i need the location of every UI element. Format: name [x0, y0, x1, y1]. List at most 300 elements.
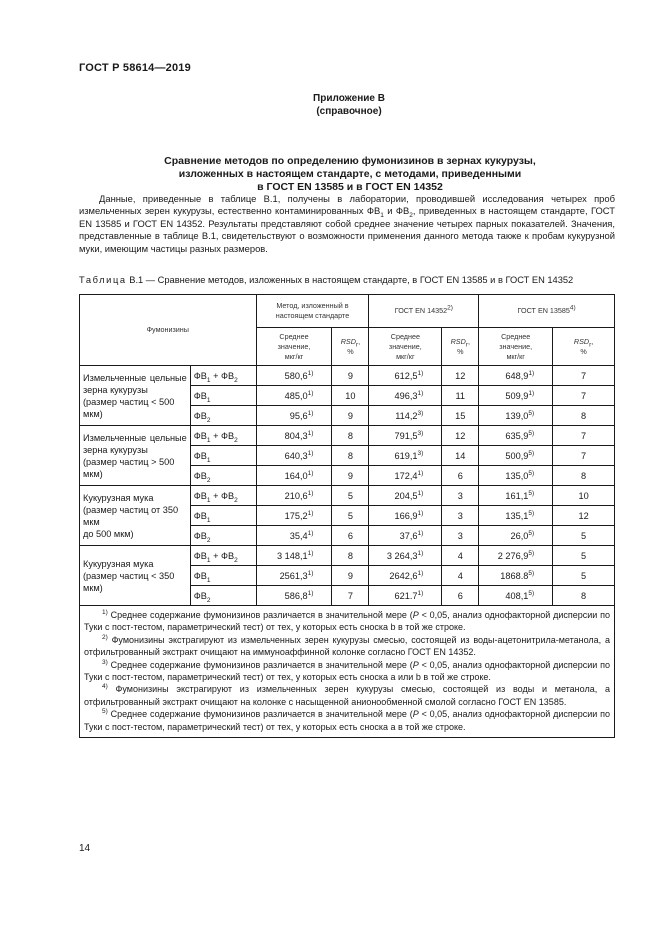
footnote-ref: 1) — [528, 369, 535, 377]
fumonisin-cell — [190, 366, 256, 386]
footnote — [84, 708, 610, 733]
mean-value: 612,5 — [394, 370, 418, 381]
rsd-value-cell — [442, 546, 479, 566]
fumonisin-name: ФВ — [193, 550, 207, 561]
fumonisin-name: ФВ — [193, 430, 207, 441]
table-row — [80, 486, 615, 506]
rsd-value-cell — [442, 586, 479, 606]
footnote-ref: 5) — [528, 569, 535, 577]
footnote-ref: 5) — [528, 509, 535, 517]
mean-value: 114,2 — [395, 410, 418, 421]
mean-value-cell — [479, 466, 553, 486]
rsd-value: 7 — [581, 450, 587, 461]
sample-type-cell — [80, 426, 191, 486]
rsd-value-cell — [442, 386, 479, 406]
footnote-mark: 5) — [102, 708, 108, 716]
footnote — [84, 634, 610, 659]
rsd-value: 8 — [347, 430, 353, 441]
header-mean-line: мкг/кг — [284, 351, 304, 361]
rsd-value: 8 — [581, 470, 587, 481]
rsd-value: 8 — [347, 450, 353, 461]
rsd-symbol: RSD — [450, 336, 466, 346]
mean-value: 139,0 — [505, 410, 529, 421]
footnote-ref: 5) — [528, 549, 535, 557]
header-mean-line: значение, — [277, 341, 311, 351]
footnote-text: < 0,05, анализ однофакторной дисперсии по Туки с пост-тестом, параметрический тест) от тех, у которых есть сноска a или b в той же строке. — [84, 659, 610, 683]
mean-value-cell — [256, 566, 332, 586]
rsd-value: 8 — [347, 550, 353, 561]
mean-value: 2 276,9 — [497, 550, 529, 561]
header-mean-line: Среднее — [279, 331, 309, 341]
footnotes-row — [80, 606, 615, 738]
rsd-value: 7 — [581, 390, 587, 401]
footnote-ref: 1) — [307, 549, 314, 557]
mean-value-cell — [256, 546, 332, 566]
fumonisin-subscript: 2 — [206, 476, 211, 484]
footnote-ref: 1) — [307, 489, 314, 497]
footnote — [84, 659, 610, 684]
rsd-value: 7 — [581, 430, 587, 441]
mean-value-cell — [256, 506, 332, 526]
rsd-value-cell — [553, 366, 615, 386]
fumonisin-subscript: 2 — [234, 496, 238, 504]
mean-value: 509,9 — [505, 390, 529, 401]
fumonisin-name: + ФВ — [210, 550, 235, 561]
fumonisin-cell — [190, 426, 256, 446]
rsd-value: 8 — [581, 410, 587, 421]
mean-value-cell — [479, 526, 553, 546]
fumonisin-subscript: 2 — [206, 596, 211, 604]
footnote-ref: 5) — [528, 489, 535, 497]
sample-type-line: зерна кукурузы — [83, 384, 148, 395]
fumonisin-cell — [190, 506, 256, 526]
mean-value: 135,0 — [505, 470, 529, 481]
rsd-value-cell — [332, 526, 369, 546]
rsd-value: 3 — [457, 530, 463, 541]
mean-value-cell — [369, 546, 442, 566]
header-mean-value — [256, 328, 332, 366]
header-gost-13585 — [479, 295, 615, 328]
fumonisin-cell — [190, 546, 256, 566]
footnote-ref: 1) — [307, 369, 314, 377]
mean-value: 500,9 — [505, 450, 529, 461]
rsd-value-cell — [332, 566, 369, 586]
mean-value: 635,9 — [505, 430, 529, 441]
mean-value: 204,5 — [394, 490, 418, 501]
rsd-value-cell — [553, 546, 615, 566]
mean-value-cell — [479, 546, 553, 566]
rsd-value-cell — [553, 506, 615, 526]
header-rsd-line: $RSD_r$, — [340, 336, 361, 348]
rsd-subscript: r — [589, 340, 592, 348]
rsd-value-cell — [553, 566, 615, 586]
footnote-ref: 5) — [528, 589, 535, 597]
rsd-symbol: RSD — [340, 336, 356, 346]
footnote-ref: 1) — [417, 569, 424, 577]
mean-value-cell — [369, 526, 442, 546]
mean-value-cell — [256, 486, 332, 506]
header-rsd — [442, 328, 479, 366]
header-rsd-line: $RSD_r$, — [573, 336, 594, 348]
footnote-ref: 1) — [307, 449, 314, 457]
rsd-value: 8 — [581, 590, 587, 601]
header-mean-line: значение, — [388, 341, 422, 351]
footnote-ref: 4) — [569, 304, 576, 312]
sample-type-cell — [80, 546, 191, 606]
rsd-value-cell — [332, 366, 369, 386]
rsd-value-cell — [442, 446, 479, 466]
rsd-value-cell — [442, 426, 479, 446]
footnote-text: Среднее содержание фумонизинов различается в значительной мере ( — [107, 709, 413, 720]
footnote — [84, 683, 610, 708]
footnote-ref: 1) — [307, 569, 314, 577]
footnote-ref: 1) — [307, 429, 314, 437]
fumonisin-cell — [190, 566, 256, 586]
mean-value-cell — [369, 506, 442, 526]
mean-value: 166,9 — [394, 510, 418, 521]
footnote-ref: 1) — [528, 389, 535, 397]
fumonisin-name: ФВ — [193, 470, 207, 481]
mean-value-cell — [256, 426, 332, 446]
sample-type-cell — [80, 366, 191, 426]
rsd-value-cell — [332, 546, 369, 566]
rsd-value: 5 — [581, 570, 587, 581]
footnote-ref: 1) — [417, 469, 424, 477]
rsd-value: 12 — [578, 510, 589, 521]
sample-type-line: Кукурузная мука — [83, 558, 154, 569]
rsd-value-cell — [332, 446, 369, 466]
rsd-value-cell — [553, 586, 615, 606]
mean-value-cell — [479, 446, 553, 466]
footnote-ref: 1) — [307, 389, 314, 397]
header-rsd — [332, 328, 369, 366]
header-mean-line: Среднее — [501, 331, 531, 341]
fumonisin-subscript: 2 — [234, 436, 238, 444]
mean-value: 210,6 — [284, 490, 308, 501]
rsd-value: 6 — [347, 530, 353, 541]
fumonisin-subscript: 2 — [234, 556, 238, 564]
mean-value-cell — [369, 586, 442, 606]
rsd-value: 10 — [578, 490, 589, 501]
fumonisin-subscript: 1 — [206, 556, 211, 564]
fumonisin-name: ФВ — [193, 450, 207, 461]
sample-type-line: (размер частиц < 500 мкм) — [83, 396, 175, 419]
mean-value: 804,3 — [284, 430, 308, 441]
fumonisin-name: ФВ — [193, 370, 207, 381]
mean-value: 586,8 — [284, 590, 308, 601]
footnote-ref: 1) — [307, 529, 314, 537]
rsd-value: 9 — [347, 370, 353, 381]
mean-value-cell — [369, 426, 442, 446]
fumonisin-subscript: 2 — [206, 536, 211, 544]
mean-value: 135,1 — [505, 510, 529, 521]
mean-value: 580,6 — [284, 370, 308, 381]
rsd-value-cell — [553, 526, 615, 546]
footnote-ref: 1) — [417, 509, 424, 517]
rsd-value-cell — [332, 406, 369, 426]
footnote-ref: 5) — [528, 529, 535, 537]
mean-value-cell — [369, 466, 442, 486]
rsd-value-cell — [332, 506, 369, 526]
footnote-ref: 1) — [417, 589, 424, 597]
mean-value-cell — [369, 486, 442, 506]
rsd-subscript: r — [355, 340, 359, 348]
header-rsd-unit: % — [457, 346, 464, 356]
rsd-value: 14 — [455, 450, 466, 461]
mean-value: 1868.8 — [500, 570, 529, 581]
fumonisin-name: ФВ — [193, 530, 207, 541]
rsd-symbol: RSD — [573, 336, 590, 346]
sample-type-line: (размер частиц < 350 мкм) — [83, 570, 175, 593]
mean-value: 496,3 — [394, 390, 418, 401]
footnote-ref: 1) — [417, 389, 424, 397]
rsd-subscript: r — [465, 340, 468, 348]
page-number: 14 — [79, 843, 91, 854]
mean-value: 95,6 — [289, 410, 308, 421]
intro-text: , приведенных в настоящем стандарте, ГОСТ EN 13585 и ГОСТ EN 14352. Результаты представляют собой среднее значение четырех парных показателей. Значения, представленные в таблице В.1, свидетельствуют о возможности применения данного метода также к пробам кукурузной муки, имеющим частицы разных размеров. — [79, 205, 615, 254]
footnote-text: Среднее содержание фумонизинов различается в значительной мере ( — [107, 659, 413, 670]
header-fumonisins: Фумонизины — [80, 295, 257, 366]
fumonisin-cell — [190, 586, 256, 606]
rsd-value: 6 — [457, 470, 463, 481]
footnote-ref: 1) — [417, 369, 424, 377]
fumonisin-subscript: 1 — [206, 456, 211, 464]
mean-value: 37,6 — [399, 530, 418, 541]
mean-value-cell — [256, 446, 332, 466]
sample-type-line: (размер частиц > 500 мкм) — [83, 456, 175, 479]
footnote-ref: 1) — [417, 549, 424, 557]
rsd-value: 12 — [455, 370, 466, 381]
mean-value: 791,5 — [394, 430, 418, 441]
rsd-value: 3 — [457, 490, 463, 501]
footnote-text: Фумонизины экстрагируют из измельченных зерен кукурузы смесью, состоящей из воды-ацетонитрила-метанола, а отфильтрованный экстракт очищают на иммуноаффинной колонке согласно ГОСТ EN 14352. — [84, 634, 610, 658]
annex-subtitle: (справочное) — [316, 106, 382, 117]
fumonisin-subscript: 1 — [206, 396, 211, 404]
footnote-ref: 1) — [307, 509, 314, 517]
rsd-value: 7 — [347, 590, 353, 601]
rsd-value: 4 — [457, 570, 463, 581]
mean-value: 164,0 — [284, 470, 308, 481]
footnote — [84, 609, 610, 634]
rsd-value-cell — [442, 526, 479, 546]
rsd-value: 9 — [347, 410, 353, 421]
fumonisin-name: ФВ — [193, 590, 207, 601]
section-title — [95, 155, 605, 194]
rsd-value: 12 — [455, 430, 466, 441]
mean-value-cell — [369, 566, 442, 586]
fumonisin-subscript: 2 — [206, 416, 211, 424]
sample-type-line: Измельченные цельные — [83, 432, 187, 443]
intro-text: Данные, приведенные в таблице В.1, получены в лаборатории, проводившей исследования четырех проб измельченных зерен кукурузы, естественно контаминированных ФВ — [79, 193, 615, 217]
mean-value-cell — [479, 586, 553, 606]
rsd-value-cell — [553, 386, 615, 406]
header-mean-line: мкг/кг — [396, 351, 415, 361]
rsd-value-cell — [553, 486, 615, 506]
rsd-value: 3 — [457, 510, 463, 521]
mean-value: 640,3 — [284, 450, 308, 461]
header-rsd-unit: % — [347, 346, 354, 356]
mean-value: 2561,3 — [279, 570, 308, 581]
mean-value-cell — [479, 486, 553, 506]
fumonisin-name: + ФВ — [210, 430, 235, 441]
footnote-ref: 1) — [417, 489, 424, 497]
intro-paragraph — [79, 193, 615, 255]
fumonisin-name: ФВ — [193, 410, 207, 421]
footnote-mark: 4) — [102, 683, 108, 691]
footnote-ref: 1) — [307, 589, 314, 597]
rsd-value-cell — [332, 386, 369, 406]
mean-value: 648,9 — [505, 370, 529, 381]
rsd-value-cell — [442, 486, 479, 506]
header-gost-14352 — [369, 295, 479, 328]
section-title-line: в ГОСТ EN 13585 и в ГОСТ EN 14352 — [257, 181, 443, 193]
mean-value: 3 264,3 — [386, 550, 418, 561]
fumonisin-cell — [190, 446, 256, 466]
rsd-value-cell — [553, 426, 615, 446]
rsd-value-cell — [553, 466, 615, 486]
mean-value: 408,1 — [505, 590, 529, 601]
header-gost-14352-label: ГОСТ EN 14352 — [394, 306, 448, 315]
mean-value: 485,0 — [284, 390, 308, 401]
table-body — [80, 295, 615, 738]
footnote-ref: 5) — [528, 449, 535, 457]
sample-type-line: до 500 мкм) — [83, 528, 134, 539]
fumonisin-subscript: 1 — [206, 436, 211, 444]
section-title-line: Сравнение методов по определению фумонизинов в зернах кукурузы, — [164, 155, 536, 167]
fumonisin-cell — [190, 386, 256, 406]
mean-value: 26,0 — [510, 530, 529, 541]
rsd-value-cell — [332, 586, 369, 606]
fumonisin-subscript: 1 — [206, 376, 211, 384]
footnote-ref: 3) — [417, 409, 424, 417]
comparison-table — [79, 294, 615, 738]
sample-type-line: зерна кукурузы — [83, 444, 148, 455]
rsd-value-cell — [553, 406, 615, 426]
rsd-value: 9 — [347, 570, 353, 581]
header-mean-value — [369, 328, 442, 366]
header-rsd — [553, 328, 615, 366]
annex-title: Приложение В — [313, 93, 385, 104]
footnote-ref: 3) — [417, 429, 424, 437]
section-title-line: изложенных в настоящем стандарте, с методами, приведенными — [178, 168, 522, 180]
mean-value-cell — [256, 526, 332, 546]
table-caption — [79, 275, 619, 285]
rsd-value: 5 — [347, 490, 353, 501]
mean-value: 2642,6 — [389, 570, 418, 581]
mean-value-cell — [256, 466, 332, 486]
fumonisin-name: + ФВ — [210, 370, 235, 381]
rsd-value-cell — [332, 466, 369, 486]
mean-value-cell — [479, 566, 553, 586]
mean-value-cell — [479, 386, 553, 406]
rsd-value-cell — [442, 506, 479, 526]
mean-value: 3 148,1 — [277, 550, 308, 561]
rsd-value-cell — [332, 426, 369, 446]
rsd-value: 4 — [457, 550, 463, 561]
mean-value: 161,1 — [505, 490, 529, 501]
fumonisin-subscript: 1 — [206, 516, 211, 524]
rsd-value: 15 — [455, 410, 466, 421]
mean-value-cell — [256, 386, 332, 406]
sample-type-line: (размер частиц от 350 мкм — [83, 504, 179, 527]
intro-text: и ФВ — [383, 205, 410, 217]
fumonisin-name: ФВ — [193, 490, 207, 501]
mean-value-cell — [369, 406, 442, 426]
sample-type-cell — [80, 486, 191, 546]
footnote-p-symbol: P — [412, 709, 419, 720]
rsd-value: 11 — [455, 390, 466, 401]
header-rsd-unit: % — [580, 346, 587, 356]
footnote-ref: 1) — [307, 409, 314, 417]
mean-value-cell — [369, 386, 442, 406]
fumonisin-cell — [190, 406, 256, 426]
mean-value-cell — [256, 586, 332, 606]
annex-heading — [79, 92, 619, 118]
footnote-ref: 1) — [307, 469, 314, 477]
intro-subscript: 1 — [380, 212, 384, 220]
fumonisin-cell — [190, 486, 256, 506]
rsd-value-cell — [553, 446, 615, 466]
rsd-value: 7 — [581, 370, 587, 381]
footnote-ref: 5) — [528, 409, 535, 417]
rsd-value-cell — [442, 406, 479, 426]
header-mean-line: мкг/кг — [506, 351, 525, 361]
fumonisin-subscript: 1 — [206, 496, 211, 504]
mean-value-cell — [479, 406, 553, 426]
fumonisin-name: ФВ — [193, 390, 207, 401]
footnote-p-symbol: P — [412, 659, 419, 670]
fumonisin-subscript: 2 — [234, 376, 238, 384]
mean-value-cell — [479, 506, 553, 526]
fumonisin-subscript: 1 — [206, 576, 211, 584]
table-row — [80, 546, 615, 566]
footnote-text: < 0,05, анализ однофакторной дисперсии по Туки с пост-тестом, параметрический тест) от тех, у которых есть сноска b в той же строке. — [84, 610, 610, 633]
footnote-mark: 1) — [102, 609, 108, 616]
footnote-ref: 1) — [417, 529, 424, 537]
rsd-value: 6 — [457, 590, 463, 601]
fumonisin-name: ФВ — [193, 570, 207, 581]
mean-value-cell — [369, 446, 442, 466]
rsd-value: 5 — [581, 550, 587, 561]
footnote-text: Среднее содержание фумонизинов различается в значительной мере ( — [107, 610, 413, 620]
rsd-value: 10 — [345, 390, 356, 401]
header-mean-line: Среднее — [390, 331, 420, 341]
footnote-ref: 3) — [417, 449, 424, 457]
table-caption-text: В.1 — Сравнение методов, изложенных в настоящем стандарте, в ГОСТ EN 13585 и в ГОСТ EN 14352 — [126, 275, 574, 285]
rsd-value: 9 — [347, 470, 353, 481]
footnote-ref: 5) — [528, 429, 535, 437]
document-id: ГОСТ Р 58614—2019 — [79, 62, 191, 74]
mean-value: 621.7 — [394, 590, 418, 601]
mean-value-cell — [369, 366, 442, 386]
header-rsd-line: $RSD_r$, — [450, 336, 470, 348]
mean-value: 35,4 — [289, 530, 308, 541]
header-method-this-standard: Метод, изложенный в настоящем стандарте — [256, 295, 369, 328]
footnote-p-symbol: P — [412, 610, 419, 620]
sample-type-line: Кукурузная мука — [83, 492, 154, 503]
footnote-text: Фумонизины экстрагируют из измельченных зерен кукурузы смесью, состоящей из воды и метанола, а отфильтрованный экстракт очищают на колонке с насыщенной анионообменной смолой согласно ГОСТ EN 13585. — [84, 684, 610, 707]
mean-value-cell — [479, 366, 553, 386]
table-caption-prefix: Таблица — [79, 275, 127, 285]
header-gost-13585-label: ГОСТ EN 13585 — [517, 306, 570, 315]
footnote-ref: 2) — [447, 304, 453, 312]
mean-value-cell — [256, 366, 332, 386]
sample-type-line: Измельченные цельные — [83, 372, 187, 383]
footnote-ref: 5) — [528, 469, 535, 477]
fumonisin-cell — [190, 526, 256, 546]
mean-value: 172,4 — [394, 470, 418, 481]
rsd-value-cell — [332, 486, 369, 506]
